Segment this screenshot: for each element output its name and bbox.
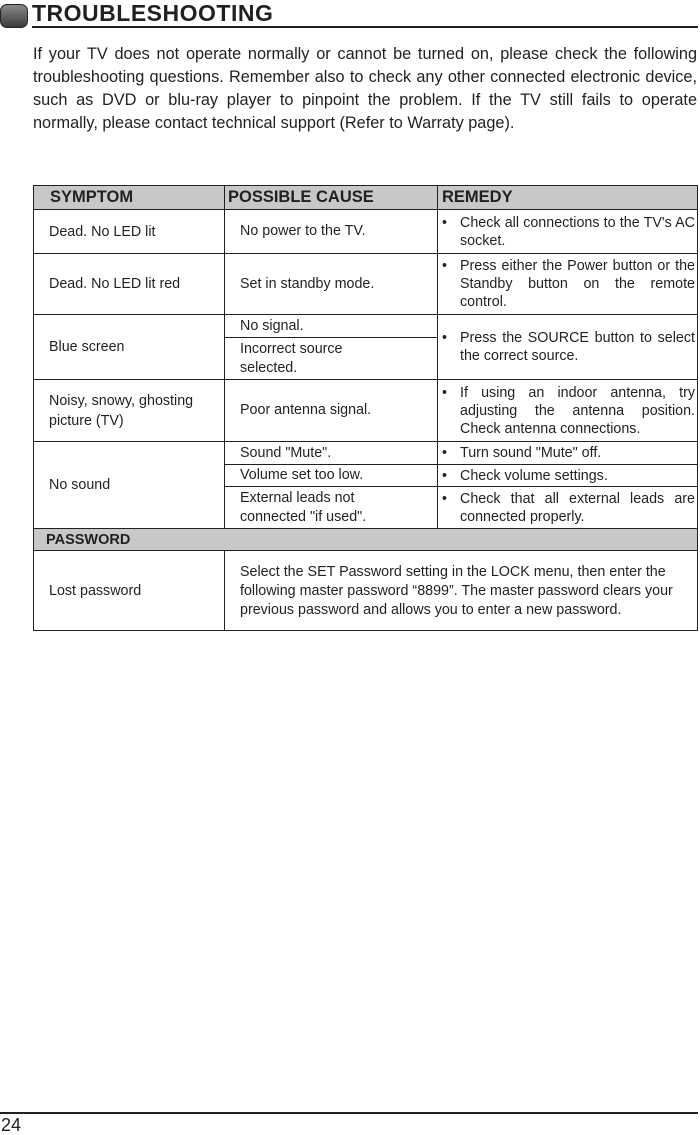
cause-cell: Volume set too low. <box>225 465 438 487</box>
password-remedy-cell: Select the SET Password setting in the LOCK menu, then enter the following master password “8899”. The master password clears your previous password and allows you to enter a new password. <box>225 551 698 631</box>
cause-cell: External leads not connected "if used". <box>225 487 438 529</box>
remedy-item: • Turn sound "Mute" off. <box>438 444 697 462</box>
symptom-cell: Lost password <box>34 551 225 631</box>
symptom-cell: Dead. No LED lit <box>34 210 225 254</box>
header-rule <box>32 26 698 28</box>
symptom-cell: No sound <box>34 442 225 529</box>
cause-cell: No power to the TV. <box>225 210 438 254</box>
remedy-cell <box>438 210 698 254</box>
table-row <box>34 315 698 338</box>
cause-cell: No signal. <box>225 315 438 338</box>
remedy-cell <box>438 315 698 380</box>
remedy-cell <box>438 254 698 315</box>
symptom-cell: Blue screen <box>34 315 225 380</box>
table-row <box>34 442 698 465</box>
page-header <box>0 0 700 30</box>
header-symptom: SYMPTOM <box>34 186 225 210</box>
password-section-header <box>34 529 698 551</box>
troubleshooting-table <box>33 185 698 631</box>
cause-cell: Incorrect source selected. <box>225 338 438 380</box>
cause-cell: Set in standby mode. <box>225 254 438 315</box>
remedy-item: • Press the SOURCE button to select the correct source. <box>438 329 697 365</box>
remedy-cell <box>438 442 698 465</box>
remedy-cell <box>438 487 698 529</box>
remedy-item: • Press either the Power button or the Standby button on the remote control. <box>438 257 697 311</box>
cause-cell: Poor antenna signal. <box>225 380 438 442</box>
remedy-item: • Check all connections to the TV's AC socket. <box>438 214 697 250</box>
footer-rule <box>0 1112 698 1114</box>
cause-cell: Sound "Mute". <box>225 442 438 465</box>
table-row <box>34 254 698 315</box>
password-section-title: PASSWORD <box>34 529 698 551</box>
symptom-cell: Dead. No LED lit red <box>34 254 225 315</box>
table-row <box>34 551 698 631</box>
header-remedy: REMEDY <box>438 186 698 210</box>
table-header-row <box>34 186 698 210</box>
remedy-item: • If using an indoor antenna, try adjusting the antenna position. Check antenna connections. <box>438 384 697 438</box>
page-title: TROUBLESHOOTING <box>32 0 274 26</box>
page-number: 24 <box>1 1115 22 1135</box>
header-possible-cause: POSSIBLE CAUSE <box>225 186 438 210</box>
remedy-cell <box>438 465 698 487</box>
intro-paragraph: If your TV does not operate normally or cannot be turned on, please check the following troubleshooting questions. Remember also to check any other connected electronic device, such as DVD or blu-ray player to pinpoint the problem. If the TV still fails to operate normally, please contact technical support (Refer to Warraty page). <box>33 45 697 132</box>
table-row <box>34 380 698 442</box>
remedy-item: • Check volume settings. <box>438 467 697 485</box>
remedy-item: • Check that all external leads are connected properly. <box>438 490 697 526</box>
symptom-cell: Noisy, snowy, ghosting picture (TV) <box>34 380 225 442</box>
table-row <box>34 210 698 254</box>
section-tab-icon <box>0 4 28 28</box>
remedy-cell <box>438 380 698 442</box>
